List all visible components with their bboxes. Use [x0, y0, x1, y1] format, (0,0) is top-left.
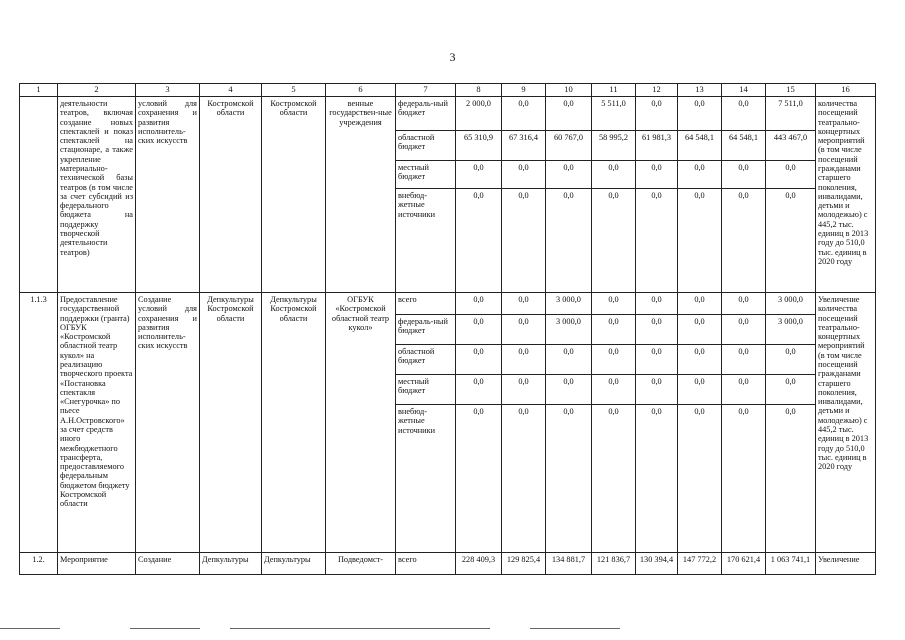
scan-artifact-line	[230, 628, 490, 629]
amount-cell: 0,0	[456, 161, 502, 189]
amount-cell: 0,0	[456, 293, 502, 315]
amount-cell: 2 000,0	[456, 97, 502, 131]
funding-source: внебюд-жетные источники	[396, 405, 456, 553]
responsible-cell: Костромской области	[200, 97, 262, 293]
amount-cell: 3 000,0	[546, 315, 592, 345]
column-number: 12	[636, 84, 678, 97]
column-number: 13	[678, 84, 722, 97]
amount-cell: 0,0	[456, 375, 502, 405]
cell-number: 1.2.	[20, 553, 58, 575]
amount-cell: 0,0	[636, 189, 678, 293]
amount-cell: 443 467,0	[766, 131, 816, 161]
funding-source: местный бюджет	[396, 161, 456, 189]
amount-cell: 121 836,7	[592, 553, 636, 575]
coordinator-cell: Костромской области	[262, 97, 326, 293]
amount-cell: 0,0	[636, 161, 678, 189]
column-number: 10	[546, 84, 592, 97]
column-number: 7	[396, 84, 456, 97]
amount-cell: 0,0	[502, 345, 546, 375]
amount-cell: 0,0	[502, 293, 546, 315]
amount-cell: 61 981,3	[636, 131, 678, 161]
column-number: 3	[136, 84, 200, 97]
column-number: 14	[722, 84, 766, 97]
amount-cell: 0,0	[502, 97, 546, 131]
amount-cell: 3 000,0	[546, 293, 592, 315]
funding-source: всего	[396, 293, 456, 315]
funding-source: федераль-ный бюджет	[396, 97, 456, 131]
amount-cell: 0,0	[766, 189, 816, 293]
amount-cell: 0,0	[678, 375, 722, 405]
amount-cell: 64 548,1	[678, 131, 722, 161]
column-number: 2	[58, 84, 136, 97]
amount-cell: 0,0	[502, 161, 546, 189]
amount-cell: 65 310,9	[456, 131, 502, 161]
cell-number	[20, 97, 58, 293]
amount-cell: 0,0	[502, 315, 546, 345]
funding-source: федераль-ный бюджет	[396, 315, 456, 345]
column-number: 5	[262, 84, 326, 97]
amount-cell: 0,0	[678, 405, 722, 553]
amount-cell: 0,0	[722, 189, 766, 293]
task-cell: Создание	[136, 553, 200, 575]
amount-cell: 0,0	[502, 375, 546, 405]
funding-source: внебюд-жетные источники	[396, 189, 456, 293]
amount-cell: 67 316,4	[502, 131, 546, 161]
executor-cell: Подведомст-	[326, 553, 396, 575]
column-number: 1	[20, 84, 58, 97]
amount-cell: 0,0	[766, 345, 816, 375]
amount-cell: 0,0	[678, 315, 722, 345]
event-name: Предоставление государственной поддержки (гранта) ОГБУК «Костромской областной театр кукол» на реализацию творческого проекта «Постановка спектакля «Снегурочка» по пьесе А.Н.Островского» за счет средств иного межбюджетного трансферта, предоставляемого федеральным бюджетом бюджету Костромской области	[58, 293, 136, 553]
column-number: 4	[200, 84, 262, 97]
amount-cell: 0,0	[546, 345, 592, 375]
amount-cell: 3 000,0	[766, 315, 816, 345]
column-number: 8	[456, 84, 502, 97]
amount-cell: 58 995,2	[592, 131, 636, 161]
amount-cell: 0,0	[592, 375, 636, 405]
amount-cell: 0,0	[678, 161, 722, 189]
column-number: 16	[816, 84, 876, 97]
column-number: 9	[502, 84, 546, 97]
amount-cell: 228 409,3	[456, 553, 502, 575]
amount-cell: 0,0	[678, 293, 722, 315]
amount-cell: 0,0	[722, 315, 766, 345]
amount-cell: 0,0	[766, 405, 816, 553]
table-row	[20, 97, 876, 131]
amount-cell: 0,0	[592, 161, 636, 189]
executor-cell: ОГБУК «Костромской областной театр кукол»	[326, 293, 396, 553]
amount-cell: 129 825,4	[502, 553, 546, 575]
amount-cell: 0,0	[592, 345, 636, 375]
amount-cell: 60 767,0	[546, 131, 592, 161]
amount-cell: 0,0	[546, 189, 592, 293]
amount-cell: 0,0	[636, 345, 678, 375]
amount-cell: 1 063 741,1	[766, 553, 816, 575]
table-row	[20, 553, 876, 575]
amount-cell: 5 511,0	[592, 97, 636, 131]
amount-cell: 0,0	[766, 375, 816, 405]
target-indicator: Увеличение	[816, 553, 876, 575]
amount-cell: 0,0	[456, 315, 502, 345]
amount-cell: 170 621,4	[722, 553, 766, 575]
scan-artifact-line	[130, 628, 200, 629]
coordinator-cell: Депкультуры	[262, 553, 326, 575]
amount-cell: 0,0	[456, 345, 502, 375]
amount-cell: 0,0	[546, 161, 592, 189]
amount-cell: 0,0	[636, 315, 678, 345]
column-number: 15	[766, 84, 816, 97]
amount-cell: 147 772,2	[678, 553, 722, 575]
amount-cell: 64 548,1	[722, 131, 766, 161]
amount-cell: 0,0	[722, 345, 766, 375]
page-number: 3	[449, 50, 456, 64]
target-indicator: Увеличение количества посещений театрально-концертных мероприятий (в том числе посещений гражданами старшего поколения, инвалидами, детьми и молодежью) с 445,2 тыс. единиц в 2013 году до 510,0 тыс. единиц в 2020 году	[816, 293, 876, 553]
amount-cell: 0,0	[546, 375, 592, 405]
funding-source: местный бюджет	[396, 375, 456, 405]
responsible-cell: Депкультуры Костромской области	[200, 293, 262, 553]
task-cell: условий для сохранения и развития исполнитель-ских искусств	[136, 97, 200, 293]
amount-cell: 0,0	[722, 293, 766, 315]
amount-cell: 0,0	[456, 405, 502, 553]
amount-cell: 3 000,0	[766, 293, 816, 315]
column-number: 11	[592, 84, 636, 97]
amount-cell: 7 511,0	[766, 97, 816, 131]
amount-cell: 0,0	[722, 161, 766, 189]
amount-cell: 0,0	[592, 405, 636, 553]
amount-cell: 0,0	[592, 315, 636, 345]
executor-cell: венные государствен-ные учреждения	[326, 97, 396, 293]
cell-number: 1.1.3	[20, 293, 58, 553]
column-number: 6	[326, 84, 396, 97]
event-name: Мероприятие	[58, 553, 136, 575]
amount-cell: 0,0	[722, 405, 766, 553]
budget-table	[19, 83, 876, 575]
amount-cell: 0,0	[636, 97, 678, 131]
amount-cell: 0,0	[636, 375, 678, 405]
funding-source: всего	[396, 553, 456, 575]
coordinator-cell: Депкультуры Костромской области	[262, 293, 326, 553]
amount-cell: 0,0	[502, 405, 546, 553]
table-row	[20, 293, 876, 315]
amount-cell: 130 394,4	[636, 553, 678, 575]
task-cell: Создание условий для сохранения и развития исполнитель-ских искусств	[136, 293, 200, 553]
amount-cell: 0,0	[502, 189, 546, 293]
amount-cell: 0,0	[766, 161, 816, 189]
amount-cell: 0,0	[722, 375, 766, 405]
scan-artifact-line	[530, 628, 620, 629]
responsible-cell: Депкультуры	[200, 553, 262, 575]
amount-cell: 0,0	[636, 293, 678, 315]
amount-cell: 0,0	[592, 189, 636, 293]
amount-cell: 0,0	[546, 97, 592, 131]
amount-cell: 0,0	[722, 97, 766, 131]
scan-artifact-line	[0, 628, 60, 629]
amount-cell: 0,0	[678, 97, 722, 131]
funding-source: областной бюджет	[396, 131, 456, 161]
amount-cell: 0,0	[546, 405, 592, 553]
amount-cell: 0,0	[636, 405, 678, 553]
amount-cell: 0,0	[456, 189, 502, 293]
amount-cell: 0,0	[678, 345, 722, 375]
funding-source: областной бюджет	[396, 345, 456, 375]
target-indicator: количества посещений театрально-концертных мероприятий (в том числе посещений гражданами старшего поколения, инвалидами, детьми и молодежью) с 445,2 тыс. единиц в 2013 году до 510,0 тыс. единиц в 2020 году	[816, 97, 876, 293]
amount-cell: 0,0	[592, 293, 636, 315]
amount-cell: 0,0	[678, 189, 722, 293]
header-row	[20, 84, 876, 97]
amount-cell: 134 881,7	[546, 553, 592, 575]
event-name: деятельности театров, включая создание новых спектаклей и показ спектаклей на стационаре, а также укрепление материально-технической базы театров (в том числе за счет субсидий из федерального бюджета на поддержку творческой деятельности театров)	[58, 97, 136, 293]
